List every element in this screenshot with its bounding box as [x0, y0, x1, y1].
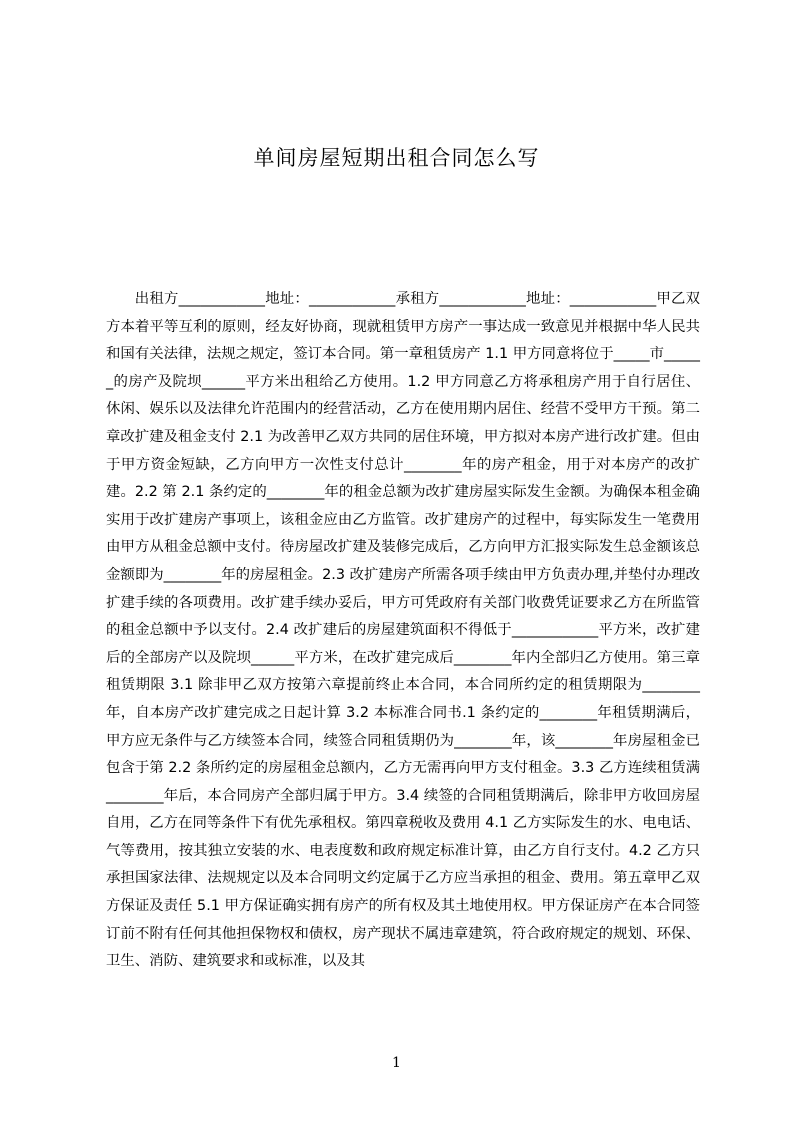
page-number: 1	[392, 1055, 401, 1071]
contract-body-text: 出租方____________地址：____________承租方____________地址：____________甲乙双方本着平等互利的原则，经友好协商，现就租赁甲方房产一事达成一致意见并根据中华人民共和国有关法律，法规之规定，签订本合同。第一章租赁房产 1.1 甲方同意将位于_____市______的房产及院坝______平方米出租给乙方使用。1.2 甲方同意乙方将承租房产用于自行居住、休闲、娱乐以及法律允许范围内的经营活动，乙方在使用期内居住、经营不受甲方干预。第二章改扩建及租金支付 2.1 为改善甲乙双方共同的居住环境，甲方拟对本房产进行改扩建。但由于甲方资金短缺，乙方向甲方一次性支付总计________年的房产租金，用于对本房产的改扩建。2.2 第 2.1 条约定的________年的租金总额为改扩建房屋实际发生金额。为确保本租金确实用于改扩建房产事项上，该租金应由乙方监管。改扩建房产的过程中，每实际发生一笔费用由甲方从租金总额中支付。待房屋改扩建及装修完成后，乙方向甲方汇报实际发生总金额该总金额即为________年的房屋租金。2.3 改扩建房产所需各项手续由甲方负责办理,并垫付办理改扩建手续的各项费用。改扩建手续办妥后，甲方可凭政府有关部门收费凭证要求乙方在所监管的租金总额中予以支付。2.4 改扩建后的房屋建筑面积不得低于____________平方米，改扩建后的全部房产以及院坝______平方米，在改扩建完成后________年内全部归乙方使用。第三章租赁期限 3.1 除非甲乙双方按第六章提前终止本合同，本合同所约定的租赁期限为________年，自本房产改扩建完成之日起计算 3.2 本标准合同书.1 条约定的________年租赁期满后，甲方应无条件与乙方续签本合同，续签合同租赁期仍为________年，该________年房屋租金已包含于第 2.2 条所约定的房屋租金总额内，乙方无需再向甲方支付租金。3.3 乙方连续租赁满________年后，本合同房产全部归属于甲方。3.4 续签的合同租赁期满后，除非甲方收回房屋自用，乙方在同等条件下有优先承租权。第四章税收及费用 4.1 乙方实际发生的水、电电话、气等费用，按其独立安装的水、电表度数和政府规定标准计算，由乙方自行支付。4.2 乙方只承担国家法律、法规规定以及本合同明文约定属于乙方应当承担的租金、费用。第五章甲乙双方保证及责任 5.1 甲方保证确实拥有房产的所有权及其土地使用权。甲方保证房产在本合同签订前不附有任何其他担保物权和债权，房产现状不属违章建筑，符合政府规定的规划、环保、卫生、消防、建筑要求和或标准，以及其	[106, 291, 700, 970]
document-title: 单间房屋短期出租合同怎么写	[253, 146, 540, 170]
